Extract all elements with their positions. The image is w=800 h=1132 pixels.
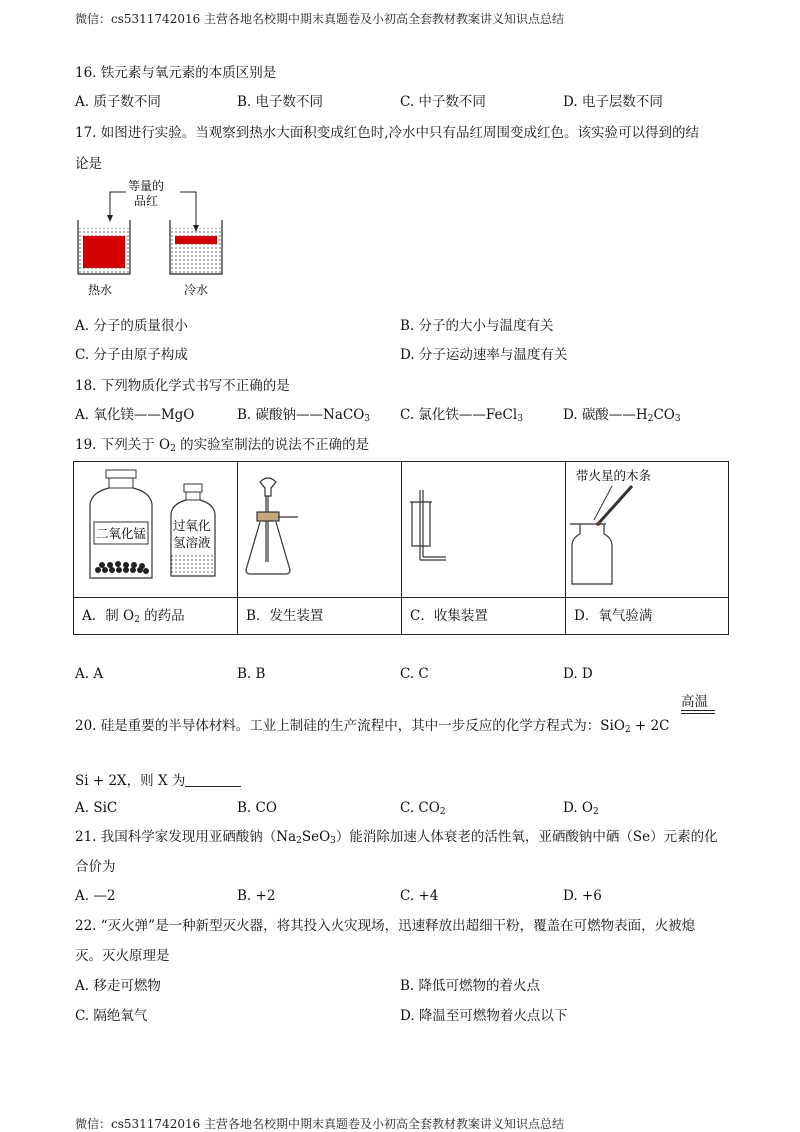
collection-bottle-test bbox=[570, 524, 612, 584]
q20-option-c: C. $CO_2$ bbox=[400, 800, 446, 817]
q21-option-d: D. +6 bbox=[563, 888, 602, 904]
q19-stem: 19. 下列关于 $O_2$ 的实验室制法的说法不正确的是 bbox=[75, 437, 370, 454]
equation-arrow-line2 bbox=[681, 713, 715, 714]
q19-caption-c: C．收集装置 bbox=[402, 597, 565, 635]
q22-option-a: A. 移走可燃物 bbox=[75, 978, 161, 994]
q19-option-d: D. D bbox=[563, 666, 593, 682]
q17-beaker-figure bbox=[70, 178, 240, 300]
jar2-label-line2: 氢溶液 bbox=[173, 535, 211, 550]
q17-option-d: D. 分子运动速率与温度有关 bbox=[400, 347, 568, 363]
q19-caption-a: A．制 $O_2$ 的药品 bbox=[74, 597, 237, 635]
q16-option-d: D. 电子层数不同 bbox=[563, 94, 663, 110]
q18-option-c: C. 氯化铁——FeCl$_3$ bbox=[400, 407, 523, 424]
q20-option-b: B. CO bbox=[237, 800, 277, 816]
page-header: 微信：cs5311742016 主营各地名校期中期末真题卷及小初高全套教材教案讲义知识点总结 bbox=[75, 12, 565, 26]
answer-blank bbox=[185, 772, 241, 787]
q17-stem-line1: 17. 如图进行实验。当观察到热水大面积变成红色时,冷水中只有品红周围变成红色。该实验可以得到的结 bbox=[75, 125, 700, 141]
q16-option-b: B. 电子数不同 bbox=[237, 94, 324, 110]
q21-option-a: A. —2 bbox=[75, 888, 116, 904]
figure-label-hot: 热水 bbox=[88, 283, 113, 297]
conical-flask-apparatus bbox=[246, 478, 298, 574]
q20-stem-line2: Si + 2X，则 X 为 bbox=[75, 772, 241, 790]
page-footer: 微信：cs5311742016 主营各地名校期中期末真题卷及小初高全套教材教案讲义知识点总结 bbox=[75, 1117, 565, 1131]
q21-option-c: C. +4 bbox=[400, 888, 439, 904]
q20-stem: 20. 硅是重要的半导体材料。工业上制硅的生产流程中，其中一步反应的化学方程式为：SiO$_2$ + 2C bbox=[75, 718, 670, 735]
q18-option-d: D. 碳酸$——H_2CO_3$ bbox=[563, 407, 681, 424]
q16-option-c: C. 中子数不同 bbox=[400, 94, 486, 110]
q19-option-c: C. C bbox=[400, 666, 429, 682]
q19-cell-d bbox=[566, 462, 728, 634]
q21-option-b: B. +2 bbox=[237, 888, 276, 904]
jar2-label-line1: 过氧化 bbox=[173, 518, 211, 533]
q17-option-b: B. 分子的大小与温度有关 bbox=[400, 318, 554, 334]
manganese-dioxide-jar bbox=[90, 470, 152, 578]
q22-option-c: C. 隔绝氧气 bbox=[75, 1008, 148, 1024]
hot-water-beaker bbox=[78, 220, 130, 274]
q22-stem-line2: 灭。灭火原理是 bbox=[75, 948, 170, 964]
q18-stem: 18. 下列物质化学式书写不正确的是 bbox=[75, 378, 290, 394]
equation-arrow-line1 bbox=[681, 710, 715, 711]
jar1-label: 二氧化锰 bbox=[96, 526, 147, 541]
q19-cell-b bbox=[238, 462, 402, 634]
reaction-condition: 高温 bbox=[681, 694, 708, 710]
q22-stem-line1: 22. “灭火弹”是一种新型灭火器，将其投入火灾现场，迅速释放出超细干粉，覆盖在可燃物表面，火被熄 bbox=[75, 918, 696, 934]
cold-water-beaker bbox=[170, 220, 222, 274]
cell-d-label: 带火星的木条 bbox=[576, 468, 652, 483]
figure-label-cold: 冷水 bbox=[184, 283, 209, 297]
q19-option-a: A. A bbox=[75, 666, 104, 682]
q21-stem-line2: 合价为 bbox=[75, 859, 116, 875]
smoldering-stick bbox=[594, 486, 632, 526]
q22-option-b: B. 降低可燃物的着火点 bbox=[400, 978, 541, 994]
q18-option-b: B. 碳酸钠——NaCO$_3$ bbox=[237, 407, 370, 424]
gas-collection-bottle bbox=[410, 490, 446, 560]
q17-option-c: C. 分子由原子构成 bbox=[75, 347, 188, 363]
q19-caption-d: D．氧气验满 bbox=[566, 597, 728, 635]
q22-option-d: D. 降温至可燃物着火点以下 bbox=[400, 1008, 568, 1024]
q19-cell-c bbox=[402, 462, 566, 634]
q20-option-d: D. $O_2$ bbox=[563, 800, 599, 817]
q17-option-a: A. 分子的质量很小 bbox=[75, 318, 188, 334]
q19-figure-table bbox=[73, 461, 729, 635]
q17-stem-line2: 论是 bbox=[75, 156, 102, 172]
q18-option-a: A. 氧化镁——MgO bbox=[75, 407, 195, 423]
figure-label-top1: 等量的 bbox=[128, 179, 165, 193]
q19-cell-a bbox=[74, 462, 238, 634]
q16-stem: 16. 铁元素与氧元素的本质区别是 bbox=[75, 65, 277, 81]
q16-option-a: A. 质子数不同 bbox=[75, 94, 161, 110]
q19-option-b: B. B bbox=[237, 666, 266, 682]
q19-caption-b: B．发生装置 bbox=[238, 597, 401, 635]
q20-option-a: A. SiC bbox=[75, 800, 118, 816]
q21-stem: 21. 我国科学家发现用亚硒酸钠$(Na_2SeO_3)$能消除加速人体衰老的活性氧，亚硒酸钠中硒（Se）元素的化 bbox=[75, 829, 718, 846]
hydrogen-peroxide-bottle bbox=[171, 484, 215, 576]
figure-label-top2: 品红 bbox=[134, 194, 159, 208]
